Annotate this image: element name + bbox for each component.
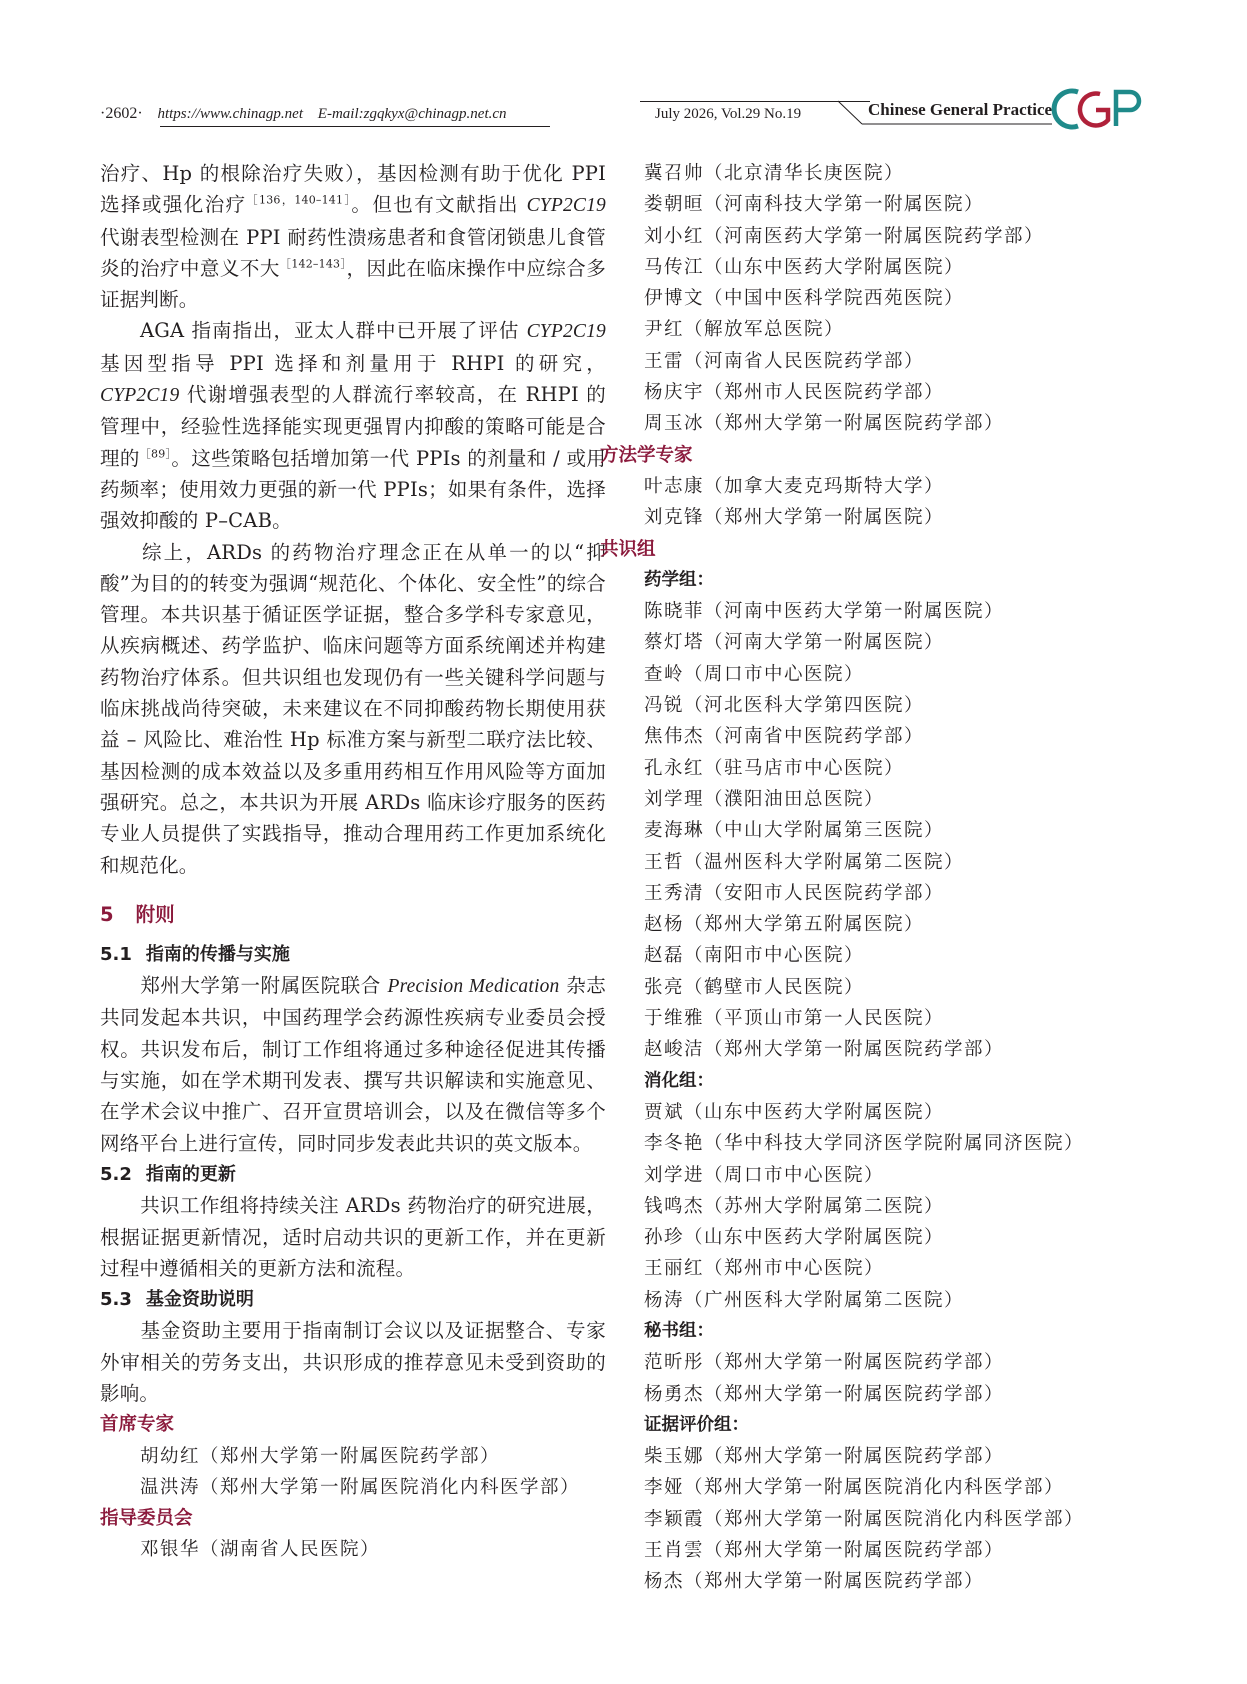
member-entry: 周玉冰（郑州大学第一附属医院药学部）: [644, 413, 1005, 435]
member-entry: 孔永红（驻马店市中心医院）: [644, 757, 905, 779]
member-entry: 温洪涛（郑州大学第一附属医院消化内科医学部）: [140, 1476, 581, 1498]
member-entry: 王秀清（安阳市人民医院药学部）: [644, 882, 945, 904]
member-entry: 刘克锋（郑州大学第一附属医院）: [644, 507, 945, 529]
member-entry: 杨勇杰（郑州大学第一附属医院药学部）: [644, 1383, 1005, 1405]
subgroup-heading: 秘书组：: [644, 1320, 714, 1341]
member-entry: 张亮（鹤壁市人民医院）: [644, 976, 865, 998]
member-entry: 叶志康（加拿大麦克玛斯特大学）: [644, 475, 945, 497]
text-run: 。但也有文献指出: [351, 193, 527, 217]
member-entry: 麦海琳（中山大学附属第三医院）: [644, 820, 945, 842]
member-entry: 孙珍（山东中医药大学附属医院）: [644, 1227, 945, 1249]
left-column: [100, 158, 606, 1566]
section-5-1-heading: 5.1 指南的传播与实施: [100, 943, 290, 965]
member-entry: 赵磊（南阳市中心医院）: [644, 945, 865, 967]
journal-url[interactable]: https://www.chinagp.net: [157, 106, 303, 122]
member-entry: 于维雅（平顶山市第一人民医院）: [644, 1008, 945, 1030]
cgp-logo: [1048, 86, 1148, 132]
member-entry: 柴玉娜（郑州大学第一附属医院药学部）: [644, 1446, 1005, 1468]
group-heading: 共识组: [600, 538, 656, 560]
subgroup-heading: 消化组：: [644, 1070, 714, 1091]
italic-term: CYP2C19: [100, 385, 180, 407]
member-entry: 贾斌（山东中医药大学附属医院）: [644, 1101, 945, 1123]
section-5-2-text: 共识工作组将持续关注 ARDs 药物治疗的研究进展，根据证据更新情况，适时启动共识的更新工作，并在更新过程中遵循相关的更新方法和流程。: [100, 1194, 606, 1280]
member-entry: 王肖雲（郑州大学第一附属医院药学部）: [644, 1540, 1005, 1562]
group-heading: 首席专家: [100, 1414, 175, 1436]
body-paragraph: [100, 537, 606, 881]
subgroup-heading: 药学组：: [644, 569, 714, 590]
member-entry: 范昕彤（郑州大学第一附属医院药学部）: [644, 1352, 1005, 1374]
member-entry: 刘学理（濮阳油田总医院）: [644, 788, 885, 810]
text-run: 。这些策略包括增加第一代 PPIs 的剂量和 / 或用药频率；使用效力更强的新一代 PPIs；如果有条件，选择强效抑酸的 P–CAB。: [100, 446, 606, 533]
journal-name: Chinese General Practice: [868, 100, 1053, 119]
member-entry: 王雷（河南省人民医院药学部）: [644, 350, 925, 372]
section-5-2-heading: 5.2 指南的更新: [100, 1163, 236, 1185]
member-entry: 杨杰（郑州大学第一附属医院药学部）: [644, 1571, 985, 1593]
text-run: AGA 指南指出，亚太人群中已开展了评估: [140, 319, 527, 343]
italic-term: Precision Medication: [387, 976, 560, 998]
body-paragraphs: [100, 158, 606, 881]
member-entry: 冀召帅（北京清华长庚医院）: [644, 163, 905, 184]
member-entry: 李娅（郑州大学第一附属医院消化内科医学部）: [644, 1477, 1065, 1499]
section-5-1-text: [100, 970, 606, 1159]
member-entry: 邓银华（湖南省人民医院）: [140, 1539, 381, 1561]
member-entry: 伊博文（中国中医科学院西苑医院）: [644, 288, 965, 310]
section-5-3-text: 基金资助主要用于指南制订会议以及证据整合、专家外审相关的劳务支出，共识形成的推荐意见未受到资助的影响。: [100, 1319, 606, 1405]
text-run: 代谢增强表型的人群流行率较高，在 RHPI 的管理中，经验性选择能实现更强胃内抑酸的策略可能是合理的: [100, 383, 606, 470]
section-5-3-heading: 5.3 基金资助说明: [100, 1289, 254, 1311]
member-entry: 胡幼红（郑州大学第一附属医院药学部）: [140, 1445, 501, 1467]
member-entry: 赵杨（郑州大学第五附属医院）: [644, 914, 925, 936]
body-paragraph: [100, 158, 606, 315]
member-entry: 钱鸣杰（苏州大学附属第二医院）: [644, 1195, 945, 1217]
text-run: 治疗、Hp 的根除治疗失败），基因检测有助于优化 PPI 选择或强化治疗: [100, 162, 606, 217]
member-entry: 杨涛（广州医科大学附属第二医院）: [644, 1289, 965, 1311]
member-entry: 刘学进（周口市中心医院）: [644, 1164, 885, 1186]
text-run: 郑州大学第一附属医院联合: [140, 974, 388, 998]
member-entry: 尹红（解放军总医院）: [644, 319, 845, 341]
member-entry: 王哲（温州医科大学附属第二医院）: [644, 851, 965, 873]
member-entry: 娄朝晅（河南科技大学第一附属医院）: [644, 194, 985, 216]
member-entry: 查岭（周口市中心医院）: [644, 663, 865, 685]
right-column-member-list: [600, 158, 1164, 1598]
citation-ref: ［89］: [139, 447, 172, 461]
group-heading: 指导委员会: [100, 1508, 193, 1530]
italic-term: CYP2C19: [526, 195, 606, 217]
text-run: 杂志共同发起本共识，中国药理学会药源性疾病专业委员会授权。共识发布后，制订工作组将通过多种途径促进其传播与实施，如在学术期刊发表、撰写共识解读和实施意见、在学术会议中推广、召开宣贯培训会，以及在微信等多个网络平台上进行宣传，同时同步发表此共识的英文版本。: [100, 974, 606, 1155]
body-paragraph: [100, 315, 606, 536]
text-run: ，因此在临床操作中应综合多证据判断。: [100, 256, 606, 312]
member-entry: 赵峻洁（郑州大学第一附属医院药学部）: [644, 1039, 1005, 1061]
page-number: ·2602·: [100, 105, 143, 122]
left-member-groups: [100, 1409, 606, 1565]
member-entry: 陈晓菲（河南中医药大学第一附属医院）: [644, 601, 1005, 623]
citation-ref: ［136，140–141］: [246, 193, 352, 207]
citation-ref: ［142–143］: [279, 257, 347, 271]
journal-email[interactable]: E-mail:zgqkyx@chinagp.net.cn: [317, 106, 507, 122]
member-entry: 王丽红（郑州市中心医院）: [644, 1258, 885, 1280]
member-entry: 李颖霞（郑州大学第一附属医院消化内科医学部）: [644, 1508, 1085, 1530]
group-heading: 方法学专家: [600, 444, 693, 466]
issue-date: July 2026, Vol.29 No.19: [655, 106, 802, 122]
member-entry: 马传江（山东中医药大学附属医院）: [644, 256, 965, 278]
text-run: 综上，ARDs 的药物治疗理念正在从单一的以“抑酸”为目的的转变为强调“规范化、个体化、安全性”的综合管理。本共识基于循证医学证据，整合多学科专家意见，从疾病概述、药学监护、临床问题等方面系统阐述并构建药物治疗体系。但共识组也发现仍有一些关键科学问题与临床挑战尚待突破，未来建议在不同抑酸药物长期使用获益 – 风险比、难治性 Hp 标准方案与新型二联疗法比较、基因检测的成本效益以及多重用药相互作用风险等方面加强研究。总之，本共识为开展 ARDs 临床诊疗服务的医药专业人员提供了实践指导，推动合理用药工作更加系统化和规范化。: [100, 540, 606, 877]
subgroup-heading: 证据评价组：: [644, 1414, 749, 1435]
section-5-heading: 5 附则: [100, 902, 175, 926]
member-entry: 焦伟杰（河南省中医院药学部）: [644, 726, 925, 748]
member-entry: 蔡灯塔（河南大学第一附属医院）: [644, 632, 945, 654]
member-entry: 刘小红（河南医药大学第一附属医院药学部）: [644, 225, 1045, 247]
italic-term: CYP2C19: [526, 321, 606, 343]
text-run: 基因型指导 PPI 选择和剂量用于 RHPI 的研究，: [100, 351, 606, 375]
member-entry: 李冬艳（华中科技大学同济医学院附属同济医院）: [644, 1133, 1085, 1155]
member-entry: 杨庆宇（郑州市人民医院药学部）: [644, 382, 945, 404]
member-entry: 冯锐（河北医科大学第四医院）: [644, 695, 925, 717]
text-run: 代谢表型检测在 PPI 耐药性溃疡患者和食管闭锁患儿食管炎的治疗中意义不大: [100, 225, 606, 280]
